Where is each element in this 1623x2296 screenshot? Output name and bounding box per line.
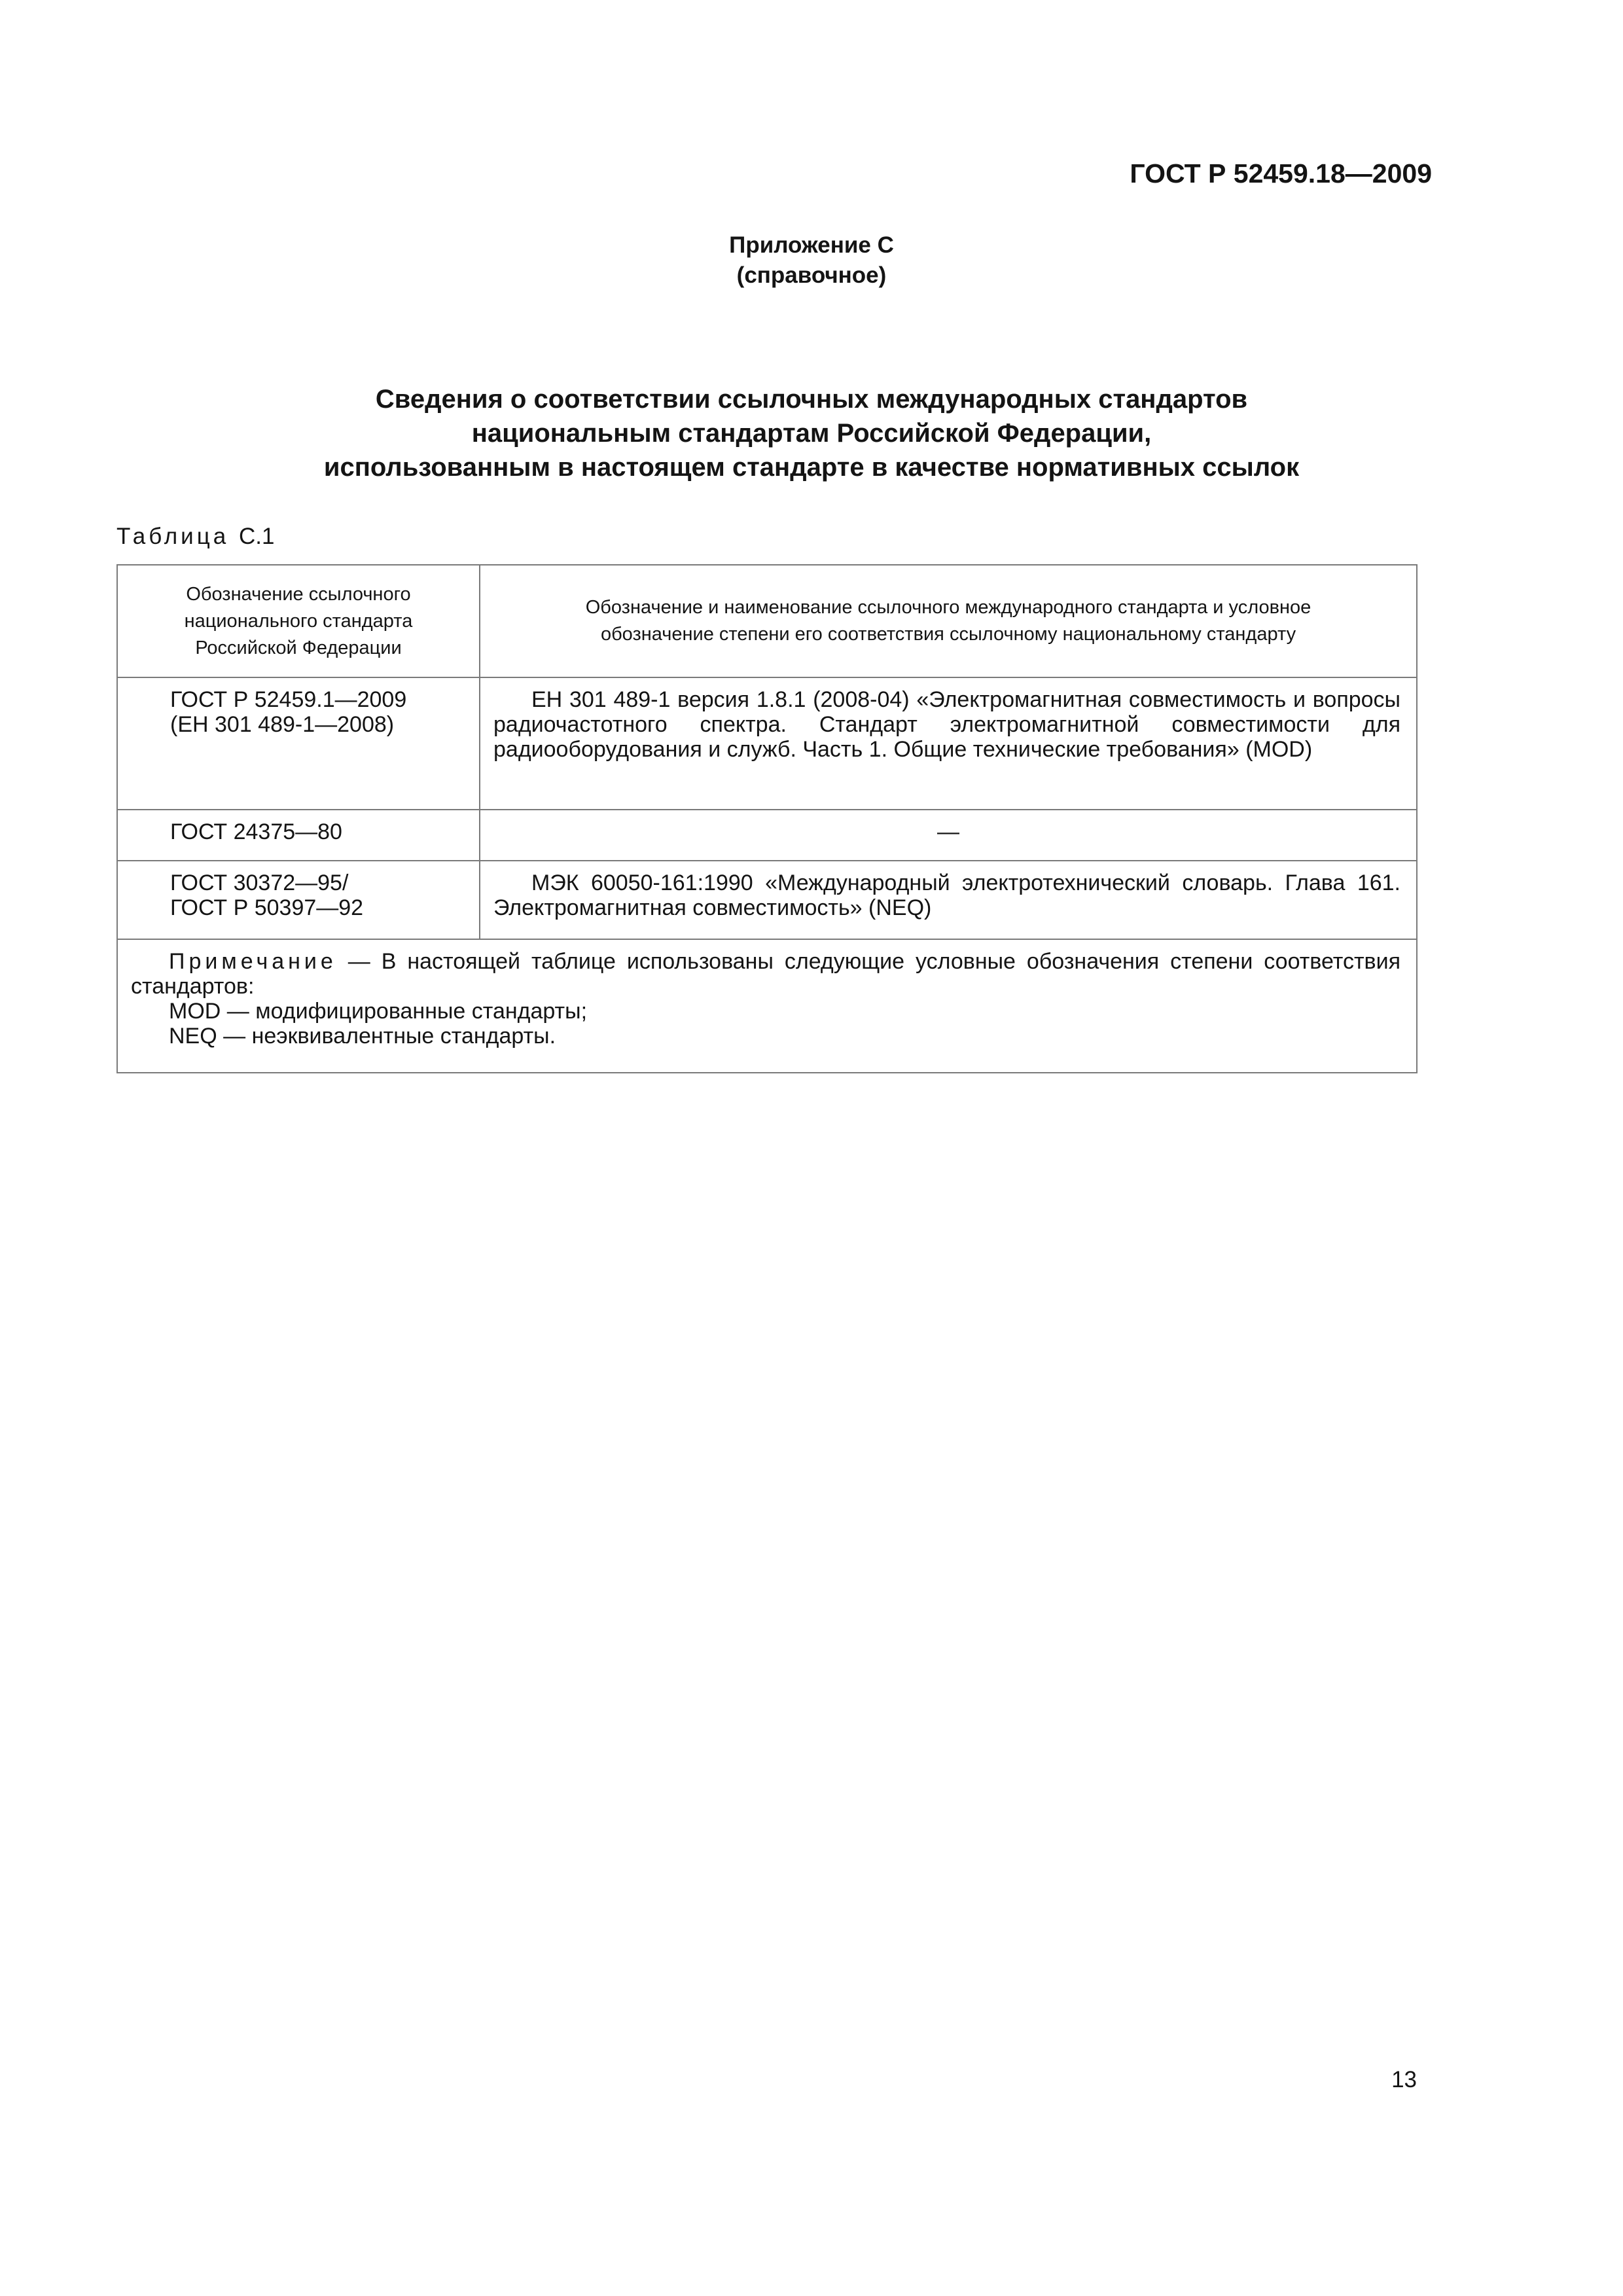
note-item: MOD — модифицированные стандарты; (169, 999, 588, 1024)
national-standard-code: ГОСТ Р 52459.1—2009 (170, 687, 407, 712)
header-line: Обозначение ссылочного (186, 583, 411, 605)
international-standard-cell (480, 677, 1417, 810)
table-row (117, 810, 1417, 861)
international-standard-text: ЕН 301 489-1 версия 1.8.1 (2008-04) «Электромагнитная совместимость и вопросы радиочастотного спектра. Стандарт электромагнитной совместимости для радиооборудования и служб. Часть 1. Общие технические требования» (MOD) (493, 687, 1400, 762)
document-code: ГОСТ Р 52459.18—2009 (1130, 158, 1432, 188)
header-international-standard (480, 565, 1417, 677)
table-note-row (117, 939, 1417, 1073)
international-standard-text: — (937, 819, 959, 844)
header-national-standard (117, 565, 480, 677)
note-lead (131, 949, 1400, 999)
table-note (117, 939, 1417, 1073)
table-caption-word: Таблица (116, 524, 230, 549)
header-line: Российской Федерации (195, 637, 402, 658)
international-standard-cell (480, 810, 1417, 861)
national-standard-cell (117, 677, 480, 810)
national-standard-code: ГОСТ Р 50397—92 (170, 895, 364, 920)
international-standard-cell (480, 861, 1417, 939)
page-number: 13 (1391, 2067, 1417, 2092)
table-caption (116, 524, 274, 550)
header-line: Обозначение и наименование ссылочного международного стандарта и условное (585, 597, 1311, 618)
main-title-line: национальным стандартам Российской Федерации, (471, 419, 1152, 448)
main-title-line: использованным в настоящем стандарте в качестве нормативных ссылок (323, 453, 1300, 482)
note-item: NEQ — неэквивалентные стандарты. (169, 1024, 556, 1049)
reference-table (116, 564, 1418, 1073)
note-label: Примечание (169, 949, 337, 974)
table-row (117, 861, 1417, 939)
national-standard-code: ГОСТ 30372—95/ (170, 870, 349, 895)
header-line: национального стандарта (184, 610, 413, 632)
international-standard-text: МЭК 60050-161:1990 «Международный электротехнический словарь. Глава 161. Электромагнитная совместимость» (NEQ) (493, 870, 1400, 920)
national-standard-cell (117, 861, 480, 939)
appendix-type: (справочное) (736, 262, 887, 288)
national-standard-code: (ЕН 301 489-1—2008) (170, 712, 395, 737)
table-header-row (117, 565, 1417, 677)
national-standard-code: ГОСТ 24375—80 (170, 819, 342, 844)
main-title-line: Сведения о соответствии ссылочных международных стандартов (375, 385, 1248, 414)
national-standard-cell (117, 810, 480, 861)
header-line: обозначение степени его соответствия ссылочному национальному стандарту (600, 624, 1296, 645)
table-caption-number: С.1 (238, 524, 275, 549)
note-text: — В настоящей таблице использованы следующие условные обозначения степени соответствия стандартов: (131, 949, 1400, 999)
table-row (117, 677, 1417, 810)
main-title (0, 382, 1623, 484)
appendix-title: Приложение С (729, 232, 894, 258)
